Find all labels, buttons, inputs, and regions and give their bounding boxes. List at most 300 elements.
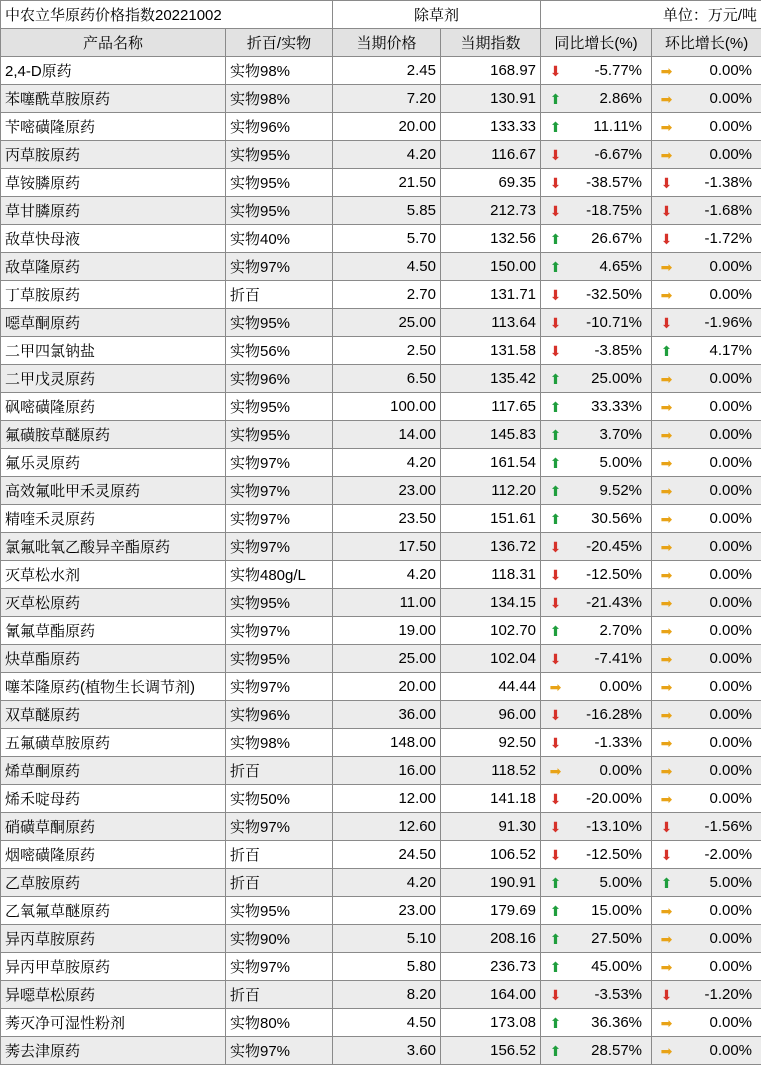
sheet-unit: 单位：万元/吨 bbox=[541, 1, 761, 29]
cell-product-name: 烯草酮原药 bbox=[1, 757, 226, 785]
cell-yoy bbox=[541, 617, 652, 645]
cell-yoy-value: 36.36% bbox=[563, 1014, 642, 1031]
cell-mom bbox=[652, 169, 761, 197]
cell-yoy bbox=[541, 365, 652, 393]
flat-arrow-icon: ➡ bbox=[659, 960, 674, 974]
cell-yoy bbox=[541, 757, 652, 785]
up-arrow-icon: ⬆ bbox=[659, 344, 674, 358]
table-row bbox=[1, 225, 761, 253]
cell-yoy bbox=[541, 505, 652, 533]
cell-mom bbox=[652, 673, 761, 701]
cell-yoy bbox=[541, 477, 652, 505]
cell-mom bbox=[652, 281, 761, 309]
cell-current-price: 5.80 bbox=[333, 953, 441, 981]
cell-product-name: 精喹禾灵原药 bbox=[1, 505, 226, 533]
cell-yoy-value: -13.10% bbox=[563, 818, 642, 835]
down-arrow-icon: ⬇ bbox=[548, 596, 563, 610]
cell-spec: 实物97% bbox=[226, 253, 333, 281]
cell-current-price: 16.00 bbox=[333, 757, 441, 785]
cell-yoy bbox=[541, 785, 652, 813]
table-row bbox=[1, 337, 761, 365]
cell-yoy-value: -32.50% bbox=[563, 286, 642, 303]
cell-yoy-value: 2.86% bbox=[563, 90, 642, 107]
cell-spec: 实物56% bbox=[226, 337, 333, 365]
cell-current-price: 24.50 bbox=[333, 841, 441, 869]
cell-yoy bbox=[541, 449, 652, 477]
cell-current-price: 4.20 bbox=[333, 449, 441, 477]
down-arrow-icon: ⬇ bbox=[548, 848, 563, 862]
up-arrow-icon: ⬆ bbox=[548, 1044, 563, 1058]
cell-mom bbox=[652, 617, 761, 645]
cell-spec: 实物40% bbox=[226, 225, 333, 253]
flat-arrow-icon: ➡ bbox=[659, 64, 674, 78]
table-row bbox=[1, 813, 761, 841]
column-header-spec: 折百/实物 bbox=[226, 29, 333, 57]
cell-mom-value: 0.00% bbox=[674, 538, 752, 555]
cell-yoy bbox=[541, 1009, 652, 1037]
cell-yoy-value: -20.00% bbox=[563, 790, 642, 807]
table-row bbox=[1, 729, 761, 757]
cell-product-name: 噁草酮原药 bbox=[1, 309, 226, 337]
cell-yoy-value: -7.41% bbox=[563, 650, 642, 667]
cell-product-name: 灭草松水剂 bbox=[1, 561, 226, 589]
cell-mom-value: 0.00% bbox=[674, 454, 752, 471]
cell-current-index: 212.73 bbox=[441, 197, 541, 225]
table-row bbox=[1, 701, 761, 729]
down-arrow-icon: ⬇ bbox=[548, 64, 563, 78]
table-row bbox=[1, 141, 761, 169]
cell-spec: 实物50% bbox=[226, 785, 333, 813]
cell-yoy bbox=[541, 253, 652, 281]
cell-product-name: 高效氟吡甲禾灵原药 bbox=[1, 477, 226, 505]
up-arrow-icon: ⬆ bbox=[548, 1016, 563, 1030]
cell-mom-value: 0.00% bbox=[674, 286, 752, 303]
table-row bbox=[1, 169, 761, 197]
column-header-current-index: 当期指数 bbox=[441, 29, 541, 57]
cell-spec: 折百 bbox=[226, 757, 333, 785]
cell-product-name: 氟磺胺草醚原药 bbox=[1, 421, 226, 449]
cell-yoy bbox=[541, 673, 652, 701]
cell-product-name: 丙草胺原药 bbox=[1, 141, 226, 169]
cell-mom-value: 0.00% bbox=[674, 958, 752, 975]
cell-yoy-value: -21.43% bbox=[563, 594, 642, 611]
cell-current-index: 156.52 bbox=[441, 1037, 541, 1065]
cell-current-price: 2.50 bbox=[333, 337, 441, 365]
up-arrow-icon: ⬆ bbox=[548, 932, 563, 946]
cell-mom bbox=[652, 365, 761, 393]
cell-product-name: 异噁草松原药 bbox=[1, 981, 226, 1009]
cell-spec: 实物96% bbox=[226, 701, 333, 729]
cell-mom-value: 0.00% bbox=[674, 734, 752, 751]
table-row bbox=[1, 561, 761, 589]
table-row bbox=[1, 645, 761, 673]
cell-product-name: 二甲戊灵原药 bbox=[1, 365, 226, 393]
cell-yoy-value: -3.53% bbox=[563, 986, 642, 1003]
cell-spec: 实物90% bbox=[226, 925, 333, 953]
cell-yoy-value: 2.70% bbox=[563, 622, 642, 639]
table-header-row bbox=[1, 29, 761, 57]
down-arrow-icon: ⬇ bbox=[548, 820, 563, 834]
cell-spec: 实物97% bbox=[226, 505, 333, 533]
cell-mom bbox=[652, 869, 761, 897]
down-arrow-icon: ⬇ bbox=[548, 288, 563, 302]
cell-current-index: 236.73 bbox=[441, 953, 541, 981]
cell-spec: 实物96% bbox=[226, 365, 333, 393]
cell-product-name: 五氟磺草胺原药 bbox=[1, 729, 226, 757]
flat-arrow-icon: ➡ bbox=[659, 92, 674, 106]
flat-arrow-icon: ➡ bbox=[659, 260, 674, 274]
cell-mom bbox=[652, 589, 761, 617]
cell-current-price: 100.00 bbox=[333, 393, 441, 421]
column-header-current-price: 当期价格 bbox=[333, 29, 441, 57]
cell-mom-value: 0.00% bbox=[674, 426, 752, 443]
cell-mom bbox=[652, 841, 761, 869]
cell-yoy bbox=[541, 841, 652, 869]
cell-product-name: 乙氧氟草醚原药 bbox=[1, 897, 226, 925]
cell-yoy-value: 28.57% bbox=[563, 1042, 642, 1059]
cell-mom bbox=[652, 113, 761, 141]
cell-current-price: 21.50 bbox=[333, 169, 441, 197]
cell-yoy bbox=[541, 561, 652, 589]
table-row bbox=[1, 589, 761, 617]
cell-product-name: 草甘膦原药 bbox=[1, 197, 226, 225]
cell-yoy bbox=[541, 869, 652, 897]
cell-mom-value: 0.00% bbox=[674, 622, 752, 639]
cell-yoy-value: 3.70% bbox=[563, 426, 642, 443]
cell-mom bbox=[652, 897, 761, 925]
flat-arrow-icon: ➡ bbox=[659, 652, 674, 666]
cell-current-index: 190.91 bbox=[441, 869, 541, 897]
down-arrow-icon: ⬇ bbox=[548, 148, 563, 162]
up-arrow-icon: ⬆ bbox=[548, 92, 563, 106]
down-arrow-icon: ⬇ bbox=[548, 736, 563, 750]
cell-current-price: 4.50 bbox=[333, 1009, 441, 1037]
down-arrow-icon: ⬇ bbox=[659, 988, 674, 1002]
flat-arrow-icon: ➡ bbox=[548, 764, 563, 778]
flat-arrow-icon: ➡ bbox=[659, 428, 674, 442]
cell-spec: 实物480g/L bbox=[226, 561, 333, 589]
cell-current-price: 7.20 bbox=[333, 85, 441, 113]
cell-mom bbox=[652, 981, 761, 1009]
cell-yoy-value: 5.00% bbox=[563, 454, 642, 471]
table-row bbox=[1, 309, 761, 337]
table-row bbox=[1, 197, 761, 225]
cell-current-price: 23.00 bbox=[333, 897, 441, 925]
cell-mom-value: -1.20% bbox=[674, 986, 752, 1003]
flat-arrow-icon: ➡ bbox=[659, 792, 674, 806]
cell-spec: 实物80% bbox=[226, 1009, 333, 1037]
cell-current-index: 116.67 bbox=[441, 141, 541, 169]
cell-yoy-value: -18.75% bbox=[563, 202, 642, 219]
cell-current-index: 161.54 bbox=[441, 449, 541, 477]
flat-arrow-icon: ➡ bbox=[659, 1044, 674, 1058]
cell-mom bbox=[652, 925, 761, 953]
cell-current-index: 113.64 bbox=[441, 309, 541, 337]
cell-mom bbox=[652, 785, 761, 813]
flat-arrow-icon: ➡ bbox=[659, 624, 674, 638]
cell-current-index: 173.08 bbox=[441, 1009, 541, 1037]
cell-product-name: 灭草松原药 bbox=[1, 589, 226, 617]
cell-current-index: 102.70 bbox=[441, 617, 541, 645]
cell-spec: 实物96% bbox=[226, 113, 333, 141]
flat-arrow-icon: ➡ bbox=[659, 120, 674, 134]
cell-mom bbox=[652, 309, 761, 337]
cell-current-index: 164.00 bbox=[441, 981, 541, 1009]
cell-current-price: 12.00 bbox=[333, 785, 441, 813]
cell-product-name: 苯噻酰草胺原药 bbox=[1, 85, 226, 113]
down-arrow-icon: ⬇ bbox=[659, 176, 674, 190]
flat-arrow-icon: ➡ bbox=[659, 568, 674, 582]
cell-product-name: 丁草胺原药 bbox=[1, 281, 226, 309]
cell-current-price: 4.50 bbox=[333, 253, 441, 281]
cell-spec: 实物97% bbox=[226, 477, 333, 505]
cell-current-index: 130.91 bbox=[441, 85, 541, 113]
cell-product-name: 氰氟草酯原药 bbox=[1, 617, 226, 645]
up-arrow-icon: ⬆ bbox=[548, 456, 563, 470]
cell-mom-value: 0.00% bbox=[674, 650, 752, 667]
cell-current-index: 112.20 bbox=[441, 477, 541, 505]
cell-mom bbox=[652, 141, 761, 169]
cell-product-name: 二甲四氯钠盐 bbox=[1, 337, 226, 365]
cell-mom-value: 4.17% bbox=[674, 342, 752, 359]
flat-arrow-icon: ➡ bbox=[659, 540, 674, 554]
flat-arrow-icon: ➡ bbox=[659, 400, 674, 414]
cell-mom bbox=[652, 421, 761, 449]
cell-mom bbox=[652, 197, 761, 225]
table-row bbox=[1, 617, 761, 645]
cell-current-index: 151.61 bbox=[441, 505, 541, 533]
cell-mom bbox=[652, 645, 761, 673]
cell-mom bbox=[652, 253, 761, 281]
table-row bbox=[1, 673, 761, 701]
cell-current-index: 134.15 bbox=[441, 589, 541, 617]
cell-yoy-value: 0.00% bbox=[563, 762, 642, 779]
cell-yoy-value: 33.33% bbox=[563, 398, 642, 415]
cell-current-index: 69.35 bbox=[441, 169, 541, 197]
cell-yoy-value: 30.56% bbox=[563, 510, 642, 527]
cell-yoy bbox=[541, 281, 652, 309]
cell-spec: 折百 bbox=[226, 841, 333, 869]
cell-mom bbox=[652, 449, 761, 477]
table-row bbox=[1, 897, 761, 925]
cell-current-price: 19.00 bbox=[333, 617, 441, 645]
cell-current-price: 20.00 bbox=[333, 113, 441, 141]
sheet-title-row bbox=[1, 1, 761, 29]
cell-current-price: 23.00 bbox=[333, 477, 441, 505]
cell-product-name: 烟嘧磺隆原药 bbox=[1, 841, 226, 869]
table-row bbox=[1, 365, 761, 393]
table-row bbox=[1, 533, 761, 561]
down-arrow-icon: ⬇ bbox=[548, 176, 563, 190]
sheet-title: 中农立华原药价格指数20221002 bbox=[1, 1, 333, 29]
cell-current-price: 20.00 bbox=[333, 673, 441, 701]
cell-mom-value: -1.68% bbox=[674, 202, 752, 219]
down-arrow-icon: ⬇ bbox=[548, 316, 563, 330]
down-arrow-icon: ⬇ bbox=[548, 568, 563, 582]
up-arrow-icon: ⬆ bbox=[548, 400, 563, 414]
up-arrow-icon: ⬆ bbox=[548, 232, 563, 246]
cell-mom-value: -1.56% bbox=[674, 818, 752, 835]
cell-mom bbox=[652, 57, 761, 85]
cell-spec: 实物95% bbox=[226, 645, 333, 673]
cell-mom bbox=[652, 393, 761, 421]
cell-mom-value: 0.00% bbox=[674, 902, 752, 919]
cell-mom-value: -1.38% bbox=[674, 174, 752, 191]
table-body bbox=[1, 1, 761, 1065]
cell-mom bbox=[652, 953, 761, 981]
cell-mom-value: 0.00% bbox=[674, 594, 752, 611]
cell-yoy bbox=[541, 421, 652, 449]
flat-arrow-icon: ➡ bbox=[659, 764, 674, 778]
cell-current-index: 44.44 bbox=[441, 673, 541, 701]
cell-product-name: 氯氟吡氧乙酸异辛酯原药 bbox=[1, 533, 226, 561]
table-row bbox=[1, 1009, 761, 1037]
table-row bbox=[1, 1037, 761, 1065]
cell-product-name: 敌草快母液 bbox=[1, 225, 226, 253]
cell-current-index: 145.83 bbox=[441, 421, 541, 449]
cell-yoy-value: -3.85% bbox=[563, 342, 642, 359]
table-row bbox=[1, 57, 761, 85]
cell-current-price: 6.50 bbox=[333, 365, 441, 393]
cell-product-name: 异丙草胺原药 bbox=[1, 925, 226, 953]
flat-arrow-icon: ➡ bbox=[548, 680, 563, 694]
cell-current-index: 208.16 bbox=[441, 925, 541, 953]
table-row bbox=[1, 85, 761, 113]
cell-mom bbox=[652, 701, 761, 729]
cell-yoy bbox=[541, 309, 652, 337]
cell-current-index: 96.00 bbox=[441, 701, 541, 729]
cell-mom bbox=[652, 1009, 761, 1037]
cell-yoy-value: 9.52% bbox=[563, 482, 642, 499]
cell-spec: 实物97% bbox=[226, 813, 333, 841]
cell-spec: 实物98% bbox=[226, 85, 333, 113]
cell-mom-value: 0.00% bbox=[674, 762, 752, 779]
cell-yoy-value: 0.00% bbox=[563, 678, 642, 695]
cell-mom-value: -2.00% bbox=[674, 846, 752, 863]
flat-arrow-icon: ➡ bbox=[659, 1016, 674, 1030]
cell-yoy-value: 5.00% bbox=[563, 874, 642, 891]
down-arrow-icon: ⬇ bbox=[659, 820, 674, 834]
cell-current-price: 25.00 bbox=[333, 645, 441, 673]
flat-arrow-icon: ➡ bbox=[659, 484, 674, 498]
cell-spec: 折百 bbox=[226, 869, 333, 897]
down-arrow-icon: ⬇ bbox=[659, 232, 674, 246]
cell-spec: 实物95% bbox=[226, 197, 333, 225]
cell-mom-value: 0.00% bbox=[674, 510, 752, 527]
flat-arrow-icon: ➡ bbox=[659, 708, 674, 722]
cell-spec: 实物97% bbox=[226, 673, 333, 701]
cell-yoy-value: 4.65% bbox=[563, 258, 642, 275]
cell-product-name: 异丙甲草胺原药 bbox=[1, 953, 226, 981]
cell-mom-value: 0.00% bbox=[674, 706, 752, 723]
cell-current-price: 36.00 bbox=[333, 701, 441, 729]
cell-current-price: 5.70 bbox=[333, 225, 441, 253]
cell-yoy bbox=[541, 925, 652, 953]
cell-mom-value: 0.00% bbox=[674, 118, 752, 135]
cell-yoy-value: -16.28% bbox=[563, 706, 642, 723]
table-row bbox=[1, 953, 761, 981]
table-row bbox=[1, 449, 761, 477]
sheet-category: 除草剂 bbox=[333, 1, 541, 29]
column-header-mom: 环比增长(%) bbox=[652, 29, 761, 57]
cell-spec: 实物98% bbox=[226, 57, 333, 85]
cell-product-name: 烯禾啶母药 bbox=[1, 785, 226, 813]
cell-current-index: 179.69 bbox=[441, 897, 541, 925]
cell-spec: 实物95% bbox=[226, 421, 333, 449]
cell-current-price: 8.20 bbox=[333, 981, 441, 1009]
cell-product-name: 氟乐灵原药 bbox=[1, 449, 226, 477]
cell-yoy bbox=[541, 85, 652, 113]
down-arrow-icon: ⬇ bbox=[548, 652, 563, 666]
cell-yoy-value: -38.57% bbox=[563, 174, 642, 191]
cell-current-price: 148.00 bbox=[333, 729, 441, 757]
flat-arrow-icon: ➡ bbox=[659, 596, 674, 610]
table-row bbox=[1, 505, 761, 533]
cell-current-index: 117.65 bbox=[441, 393, 541, 421]
cell-mom bbox=[652, 337, 761, 365]
column-header-yoy: 同比增长(%) bbox=[541, 29, 652, 57]
cell-yoy bbox=[541, 1037, 652, 1065]
cell-spec: 实物95% bbox=[226, 309, 333, 337]
cell-mom-value: 0.00% bbox=[674, 146, 752, 163]
cell-mom-value: 0.00% bbox=[674, 258, 752, 275]
down-arrow-icon: ⬇ bbox=[659, 204, 674, 218]
cell-spec: 实物95% bbox=[226, 141, 333, 169]
cell-spec: 实物95% bbox=[226, 393, 333, 421]
cell-current-price: 25.00 bbox=[333, 309, 441, 337]
cell-yoy bbox=[541, 729, 652, 757]
cell-current-price: 4.20 bbox=[333, 869, 441, 897]
cell-mom-value: -1.96% bbox=[674, 314, 752, 331]
cell-current-price: 14.00 bbox=[333, 421, 441, 449]
cell-yoy bbox=[541, 141, 652, 169]
cell-mom-value: 0.00% bbox=[674, 398, 752, 415]
cell-product-name: 草铵膦原药 bbox=[1, 169, 226, 197]
cell-mom bbox=[652, 813, 761, 841]
cell-spec: 实物98% bbox=[226, 729, 333, 757]
cell-spec: 实物95% bbox=[226, 897, 333, 925]
cell-yoy-value: -10.71% bbox=[563, 314, 642, 331]
cell-yoy bbox=[541, 393, 652, 421]
cell-current-price: 4.20 bbox=[333, 141, 441, 169]
cell-yoy bbox=[541, 589, 652, 617]
flat-arrow-icon: ➡ bbox=[659, 456, 674, 470]
cell-mom-value: 5.00% bbox=[674, 874, 752, 891]
cell-product-name: 2,4-D原药 bbox=[1, 57, 226, 85]
flat-arrow-icon: ➡ bbox=[659, 512, 674, 526]
cell-mom bbox=[652, 533, 761, 561]
cell-mom-value: 0.00% bbox=[674, 930, 752, 947]
up-arrow-icon: ⬆ bbox=[548, 960, 563, 974]
up-arrow-icon: ⬆ bbox=[548, 512, 563, 526]
cell-mom-value: -1.72% bbox=[674, 230, 752, 247]
cell-mom bbox=[652, 85, 761, 113]
cell-yoy bbox=[541, 813, 652, 841]
flat-arrow-icon: ➡ bbox=[659, 148, 674, 162]
down-arrow-icon: ⬇ bbox=[548, 792, 563, 806]
cell-mom-value: 0.00% bbox=[674, 370, 752, 387]
cell-current-price: 12.60 bbox=[333, 813, 441, 841]
cell-yoy bbox=[541, 197, 652, 225]
cell-product-name: 噻苯隆原药(植物生长调节剂) bbox=[1, 673, 226, 701]
cell-mom-value: 0.00% bbox=[674, 678, 752, 695]
cell-current-index: 135.42 bbox=[441, 365, 541, 393]
cell-spec: 实物95% bbox=[226, 169, 333, 197]
cell-current-index: 102.04 bbox=[441, 645, 541, 673]
cell-mom-value: 0.00% bbox=[674, 1042, 752, 1059]
cell-mom bbox=[652, 225, 761, 253]
cell-yoy-value: 15.00% bbox=[563, 902, 642, 919]
